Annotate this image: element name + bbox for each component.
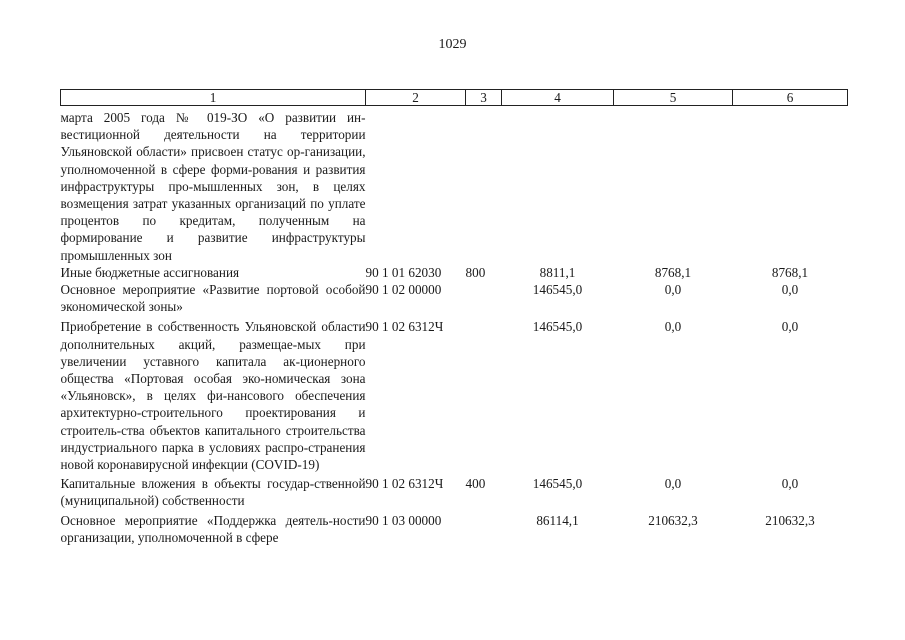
row-value-col6: 0,0 [781,476,799,492]
header-col-6: 6 [733,90,848,106]
page-number: 1029 [438,37,467,52]
table-row [61,264,848,281]
row-name: марта 2005 года № 019-ЗО «О развитии ин-вестиционной деятельности на территории Ульяновской области» присвоен статус ор-ганизации, уполномоченной в сфере форми-рования и развития инфраструктуры про-мышленных зон, в целях возмещения затрат указанных организаций по уплате процентов по кредитам, полученным на формирование и развитие инфраструктуры промышленных зон [60,110,366,263]
row-name: Капитальные вложения в объекты государ-ственной (муниципальной) собственности [60,476,366,509]
header-row [61,90,848,106]
row-value-col4: 146545,0 [532,319,583,335]
header-col-4: 4 [502,90,614,106]
header-col-3: 3 [466,90,502,106]
header-col-2: 2 [366,90,466,106]
row-value-col5: 8768,1 [654,264,692,280]
row-target-article: 90 1 01 62030 [365,264,442,280]
header-col-5: 5 [614,90,733,106]
row-value-col5 [614,106,733,264]
row-value-col5: 0,0 [664,282,682,298]
row-expense-type: 800 [465,264,486,280]
row-value-col6 [733,106,848,264]
table-body [61,106,848,547]
row-target-article: 90 1 02 6312Ч [365,476,444,492]
table-row [61,106,848,264]
row-name: Основное мероприятие «Поддержка деятель-ности организации, уполномоченной в сфере [60,512,366,545]
row-expense-type [466,106,502,264]
row-expense-type [466,315,502,473]
row-name: Иные бюджетные ассигнования [60,264,240,280]
row-target-article: 90 1 02 6312Ч [365,319,444,335]
row-target-article: 90 1 02 00000 [365,282,442,298]
row-value-col5: 0,0 [664,476,682,492]
row-name: Приобретение в собственность Ульяновской области дополнительных акций, размещае-мых при увеличении уставного капитала ак-ционерного общества «Портовая особая эко-номическая зона «Ульяновск», в целях фи-нансового обеспечения архитектурно-строительного проектирования и строитель-ства объектов капитального строительства индустриального парка в условиях распро-странения новой коронавирусной инфекции (COVID-19) [60,319,366,473]
budget-table [60,89,848,546]
row-expense-type [466,281,502,315]
row-target-article: 90 1 03 00000 [365,512,442,528]
table-row [61,510,848,546]
table-row [61,315,848,473]
row-value-col6: 0,0 [781,319,799,335]
header-col-1: 1 [61,90,366,106]
row-value-col6: 0,0 [781,282,799,298]
table-row [61,281,848,315]
row-value-col4 [502,106,614,264]
row-name: Основное мероприятие «Развитие портовой особой экономической зоны» [60,282,366,315]
row-expense-type: 400 [465,476,486,492]
row-value-col4: 86114,1 [536,512,579,528]
row-value-col5: 210632,3 [648,512,698,528]
row-value-col4: 146545,0 [532,282,583,298]
table-row [61,473,848,509]
row-value-col6: 8768,1 [771,264,809,280]
row-value-col5: 0,0 [664,319,682,335]
row-expense-type [466,510,502,546]
table-header [61,90,848,106]
row-target-article [366,106,466,264]
row-value-col6: 210632,3 [765,512,815,528]
row-value-col4: 146545,0 [532,476,583,492]
row-value-col4: 8811,1 [539,264,576,280]
